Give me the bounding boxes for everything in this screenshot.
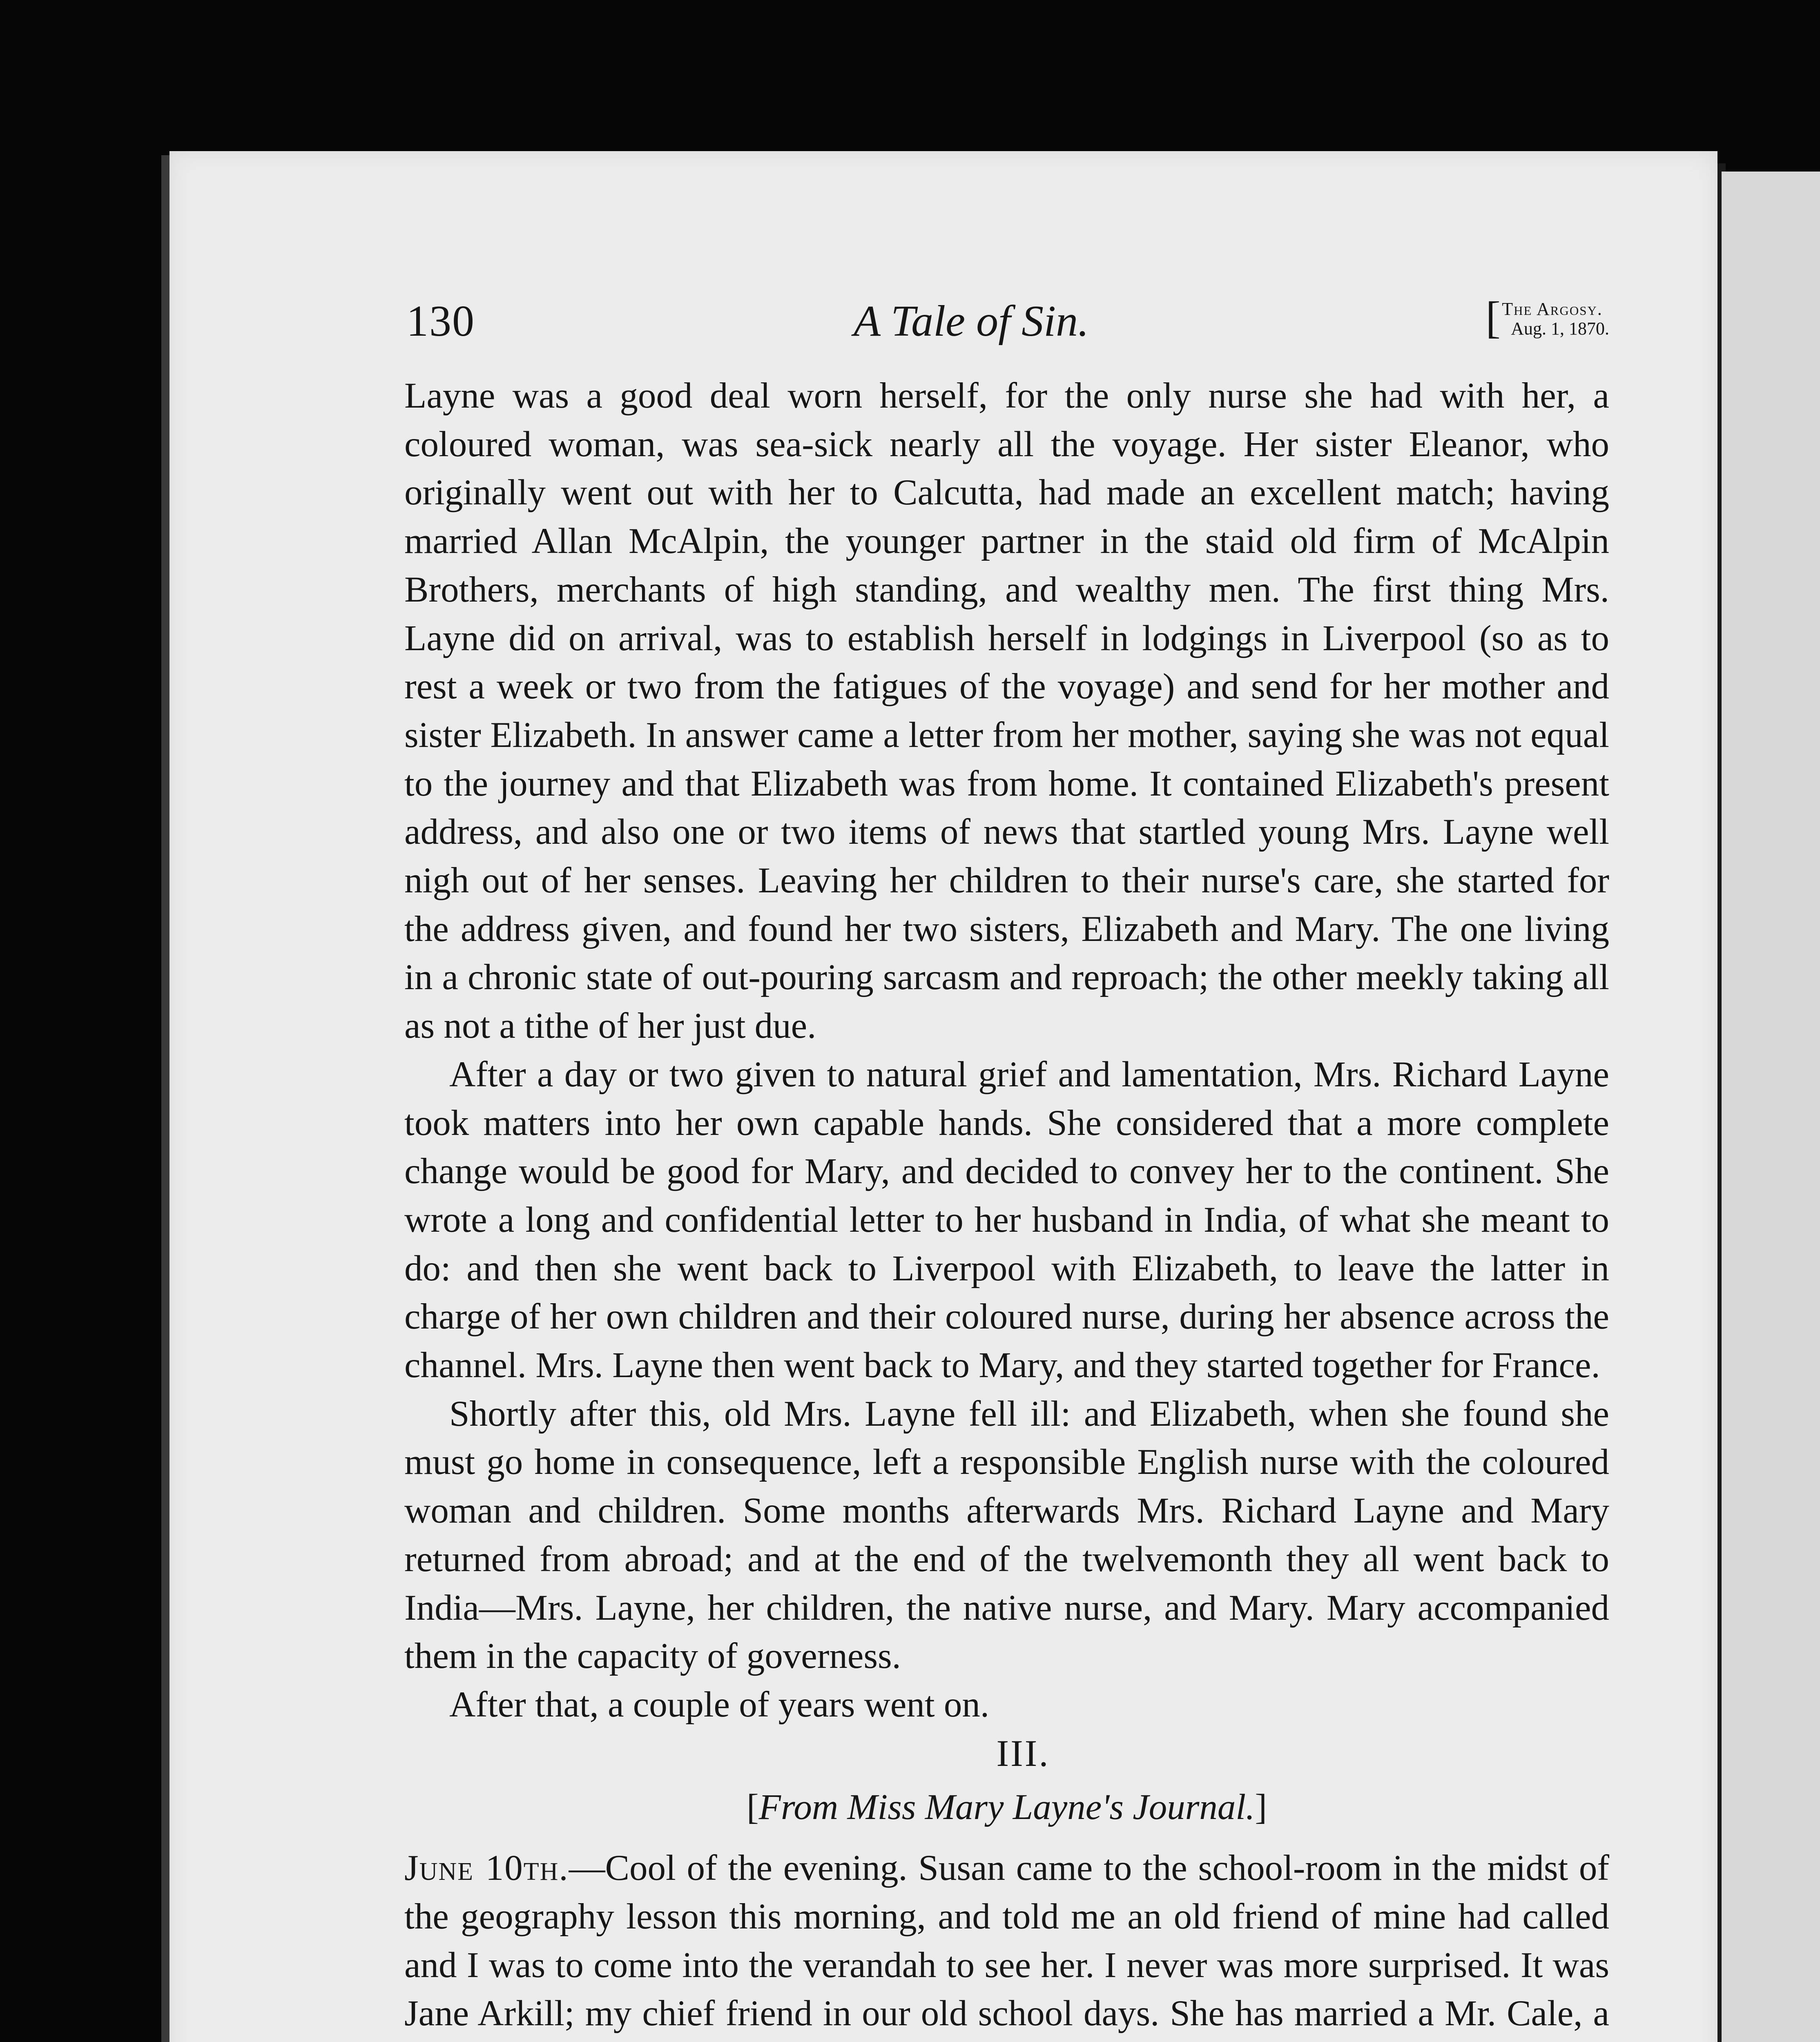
paragraph-3: Shortly after this, old Mrs. Layne fell ill: and Elizabeth, when she found she must go home in consequence, left a responsible English nurse with the coloured woman and children. Some months afterwards Mrs. Richard Layne and Mary returned from abroad; and at the end of the twelvemonth they all went back to India—Mrs. Layne, her children, the native nurse, and Mary. Mary accompanied them in the capacity of governess.: [404, 1393, 1609, 1676]
page-number: 130: [406, 297, 475, 346]
journal-date: Aug. 1, 1870.: [1511, 319, 1609, 339]
body-text: [404, 372, 1609, 2042]
journal-entry: [404, 1844, 1609, 2042]
section-subtitle-text: From Miss Mary Layne's Journal.: [758, 1787, 1255, 1828]
section-subtitle: [404, 1777, 1609, 1844]
journal-entry-text: —Cool of the evening. Susan came to the school-room in the midst of the geography lesson this morning, and told me an old friend of mine had called and I was to come into the verandah to see her. I never was more surprised. It was Jane Arkill; my chief friend in our old school days. She has married a Mr. Cale, a: [404, 1848, 1610, 2034]
paragraph-4: After that, a couple of years went on.: [449, 1684, 990, 1725]
paragraph-2: After a day or two given to natural grief and lamentation, Mrs. Richard Layne took matters into her own capable hands. She considered that a more complete change would be good for Mary, and decided to convey her to the continent. She wrote a long and confidential letter to her husband in India, of what she meant to do: and then she went back to Liverpool with Elizabeth, to leave the latter in charge of her own children and their coloured nurse, during her absence across the channel. Mrs. Layne then went back to Mary, and they started together for France.: [404, 1054, 1609, 1386]
facing-page-edge: [1722, 172, 1820, 2042]
journal-reference: [1485, 292, 1609, 342]
journal-entry-date: June 10th.: [404, 1848, 569, 1888]
open-bracket: [: [747, 1787, 759, 1828]
page-header: [406, 292, 1609, 353]
close-bracket: ]: [1255, 1787, 1267, 1828]
paragraph-1: Layne was a good deal worn herself, for the only nurse she had with her, a coloured woman, was sea-sick nearly all the voyage. Her sister Eleanor, who originally went out with her to Calcutta, had made an excellent match; having married Allan McAlpin, the younger partner in the staid old firm of McAlpin Brothers, merchants of high standing, and wealthy men. The first thing Mrs. Layne did on arrival, was to establish herself in lodgings in Liverpool (so as to rest a week or two from the fatigues of the voyage) and send for her mother and sister Elizabeth. In answer came a letter from her mother, saying she was not equal to the journey and that Elizabeth was from home. It contained Elizabeth's present address, and also one or two items of news that startled young Mrs. Layne well nigh out of her senses. Leaving her children to their nurse's care, she started for the address given, and found her two sisters, Elizabeth and Mary. The one living in a chronic state of out-pouring sarcasm and reproach; the other meekly taking all as not a tithe of her just due.: [404, 376, 1609, 1046]
bracket-glyph: [: [1485, 292, 1501, 342]
running-title: A Tale of Sin.: [854, 297, 1089, 346]
journal-title: The Argosy.: [1502, 299, 1603, 319]
section-number: III.: [996, 1732, 1050, 1774]
